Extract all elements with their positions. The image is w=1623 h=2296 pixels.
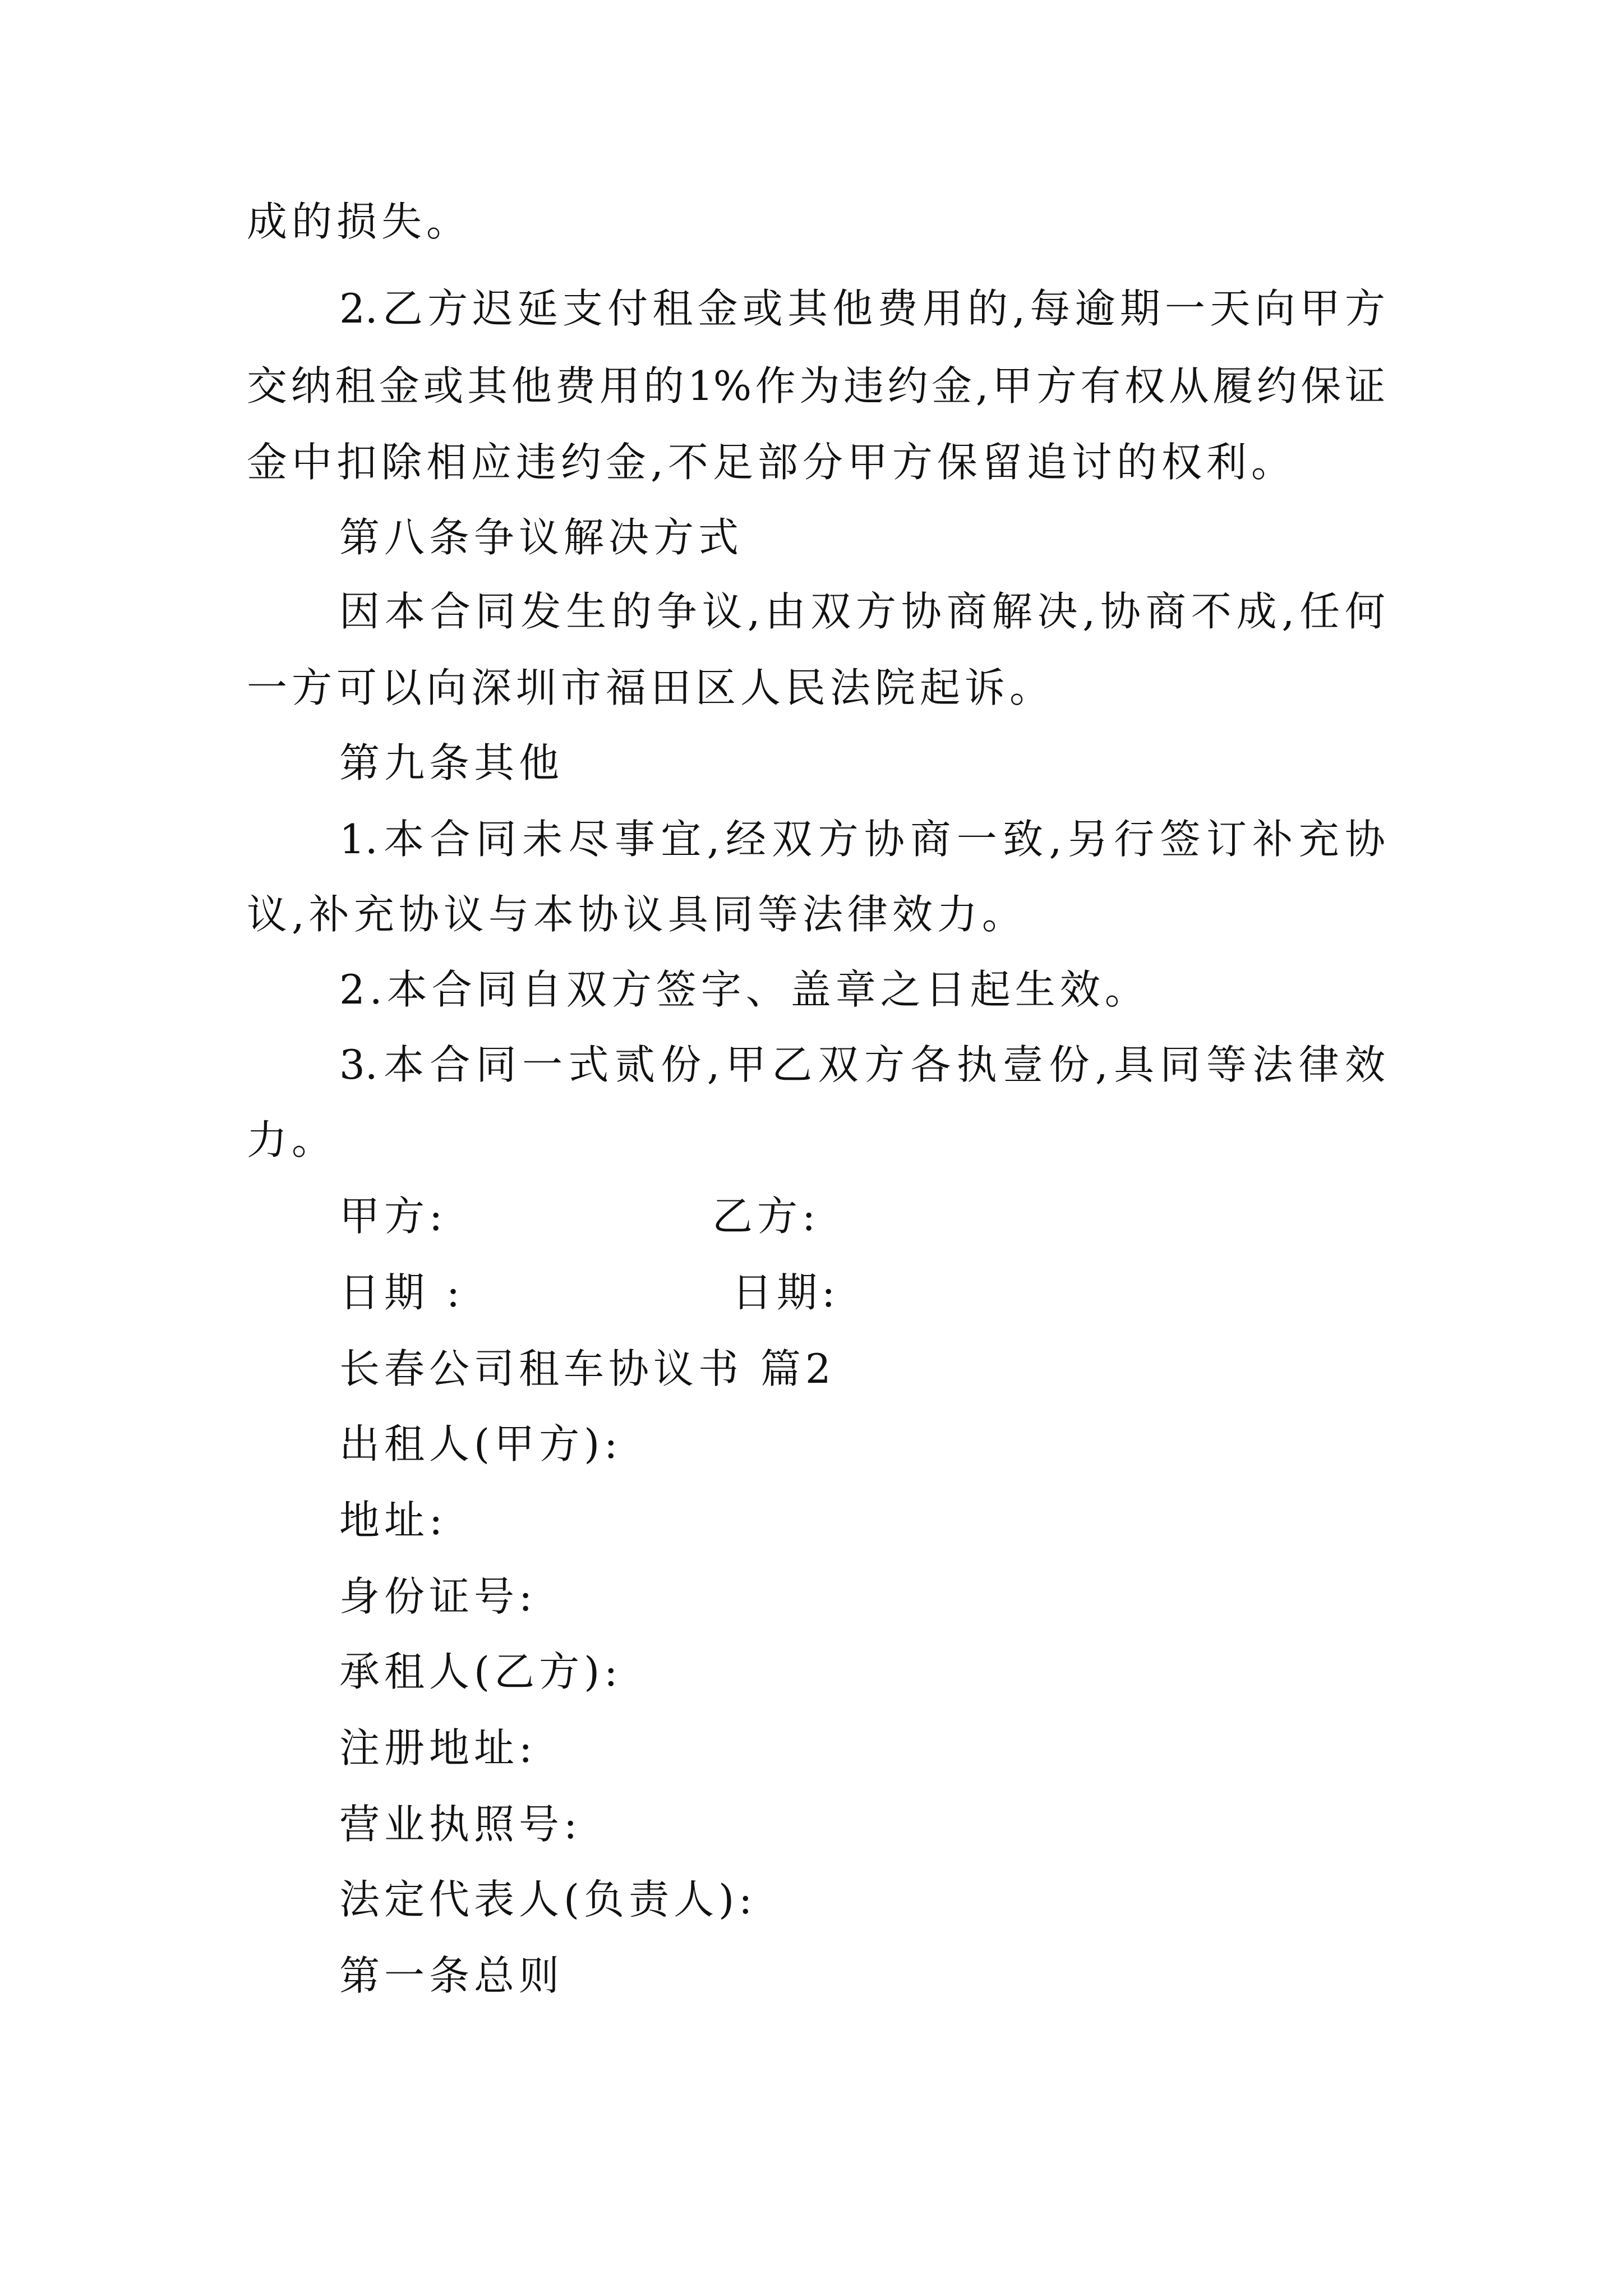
section-heading: 第九条其他 — [339, 739, 564, 786]
paragraph-line: 因本合同发生的争议,由双方协商解决,协商不成,任何 — [339, 588, 1385, 635]
paragraph-line: 1.本合同未尽事宜,经双方协商一致,另行签订补充协 — [339, 816, 1385, 863]
paragraph-line: 2.乙方迟延支付租金或其他费用的,每逾期一天向甲方 — [339, 285, 1385, 332]
section-heading: 第一条总则 — [339, 1952, 564, 1999]
party-a-label: 甲方: — [339, 1193, 448, 1240]
paragraph-line: 成的损失。 — [247, 198, 472, 245]
paragraph-line: 3.本合同一式贰份,甲乙双方各执壹份,具同等法律效 — [339, 1041, 1385, 1088]
date-b-label: 日期: — [732, 1269, 840, 1316]
date-a-label: 日期 : — [339, 1269, 465, 1316]
section-heading: 第八条争议解决方式 — [339, 514, 744, 561]
field-label: 出租人(甲方): — [339, 1420, 623, 1467]
field-label: 承租人(乙方): — [339, 1648, 623, 1695]
field-label: 注册地址: — [339, 1724, 537, 1772]
section-title: 长春公司租车协议书 篇2 — [339, 1345, 836, 1392]
paragraph-line: 一方可以向深圳市福田区人民法院起诉。 — [247, 664, 1055, 711]
field-label: 地址: — [339, 1497, 448, 1544]
field-label: 身份证号: — [339, 1573, 537, 1620]
paragraph-line: 力。 — [247, 1116, 337, 1163]
field-label: 法定代表人(负责人): — [339, 1876, 757, 1923]
field-label: 营业执照号: — [339, 1801, 582, 1848]
paragraph-line: 金中扣除相应违约金,不足部分甲方保留追讨的权利。 — [247, 439, 1296, 486]
party-b-label: 乙方: — [712, 1193, 820, 1240]
paragraph-line: 交纳租金或其他费用的1%作为违约金,甲方有权从履约保证 — [247, 362, 1385, 409]
paragraph-line: 议,补充协议与本协议具同等法律效力。 — [247, 891, 1027, 938]
paragraph-line: 2.本合同自双方签字、盖章之日起生效。 — [339, 966, 1150, 1013]
